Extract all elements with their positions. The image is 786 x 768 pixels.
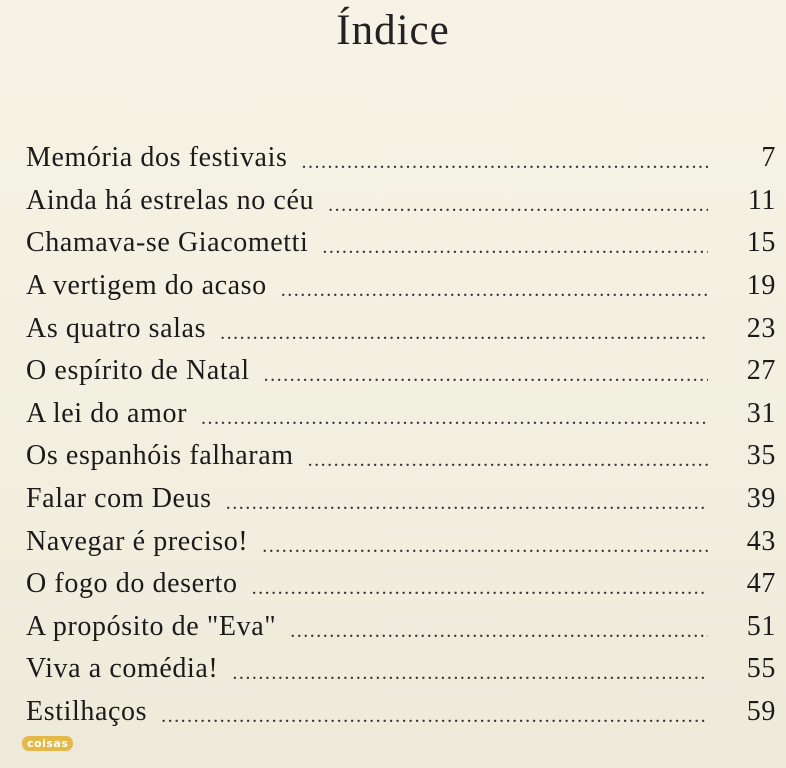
dot-leader xyxy=(262,528,708,556)
toc-entry-page: 7 xyxy=(761,142,776,174)
toc-entry xyxy=(26,137,778,180)
toc-entry xyxy=(26,307,778,350)
toc-entry-title: A vertigem do acaso xyxy=(26,270,267,302)
toc-entry xyxy=(26,648,778,691)
toc-entry-title: As quatro salas xyxy=(26,312,207,344)
toc-entry-page: 35 xyxy=(746,440,776,472)
toc-entry-page: 39 xyxy=(746,483,776,515)
toc-entry xyxy=(26,222,778,265)
toc-entry xyxy=(26,691,778,734)
dot-leader xyxy=(201,400,708,428)
toc-entry xyxy=(26,606,778,649)
toc-entry-page: 19 xyxy=(746,270,776,302)
toc-entry-title: Estilhaços xyxy=(26,696,148,728)
toc-entry-title: Chamava-se Giacometti xyxy=(26,227,309,259)
toc-entry-title: Viva a comédia! xyxy=(26,653,219,685)
dot-leader xyxy=(301,144,708,172)
toc-entry xyxy=(26,520,778,563)
dot-leader xyxy=(308,442,708,470)
toc-entry-page: 59 xyxy=(746,696,776,728)
dot-leader xyxy=(232,655,708,683)
toc-entry-page: 47 xyxy=(746,568,776,600)
toc-entry-title: Os espanhóis falharam xyxy=(26,440,294,472)
toc-entry-title: Memória dos festivais xyxy=(26,142,288,174)
dot-leader xyxy=(264,357,708,385)
toc-entry-title: O fogo do deserto xyxy=(26,568,238,600)
toc-entry xyxy=(26,265,778,308)
dot-leader xyxy=(281,272,708,300)
toc-entry-page: 31 xyxy=(746,397,776,429)
toc-entry xyxy=(26,350,778,393)
watermark-logo: coisas xyxy=(22,736,73,751)
toc-entry-title: Navegar é preciso! xyxy=(26,525,249,557)
table-of-contents xyxy=(26,137,778,733)
toc-entry-page: 55 xyxy=(746,653,776,685)
dot-leader xyxy=(290,613,708,641)
toc-entry-title: A lei do amor xyxy=(26,397,187,429)
dot-leader xyxy=(328,187,708,215)
toc-entry-page: 11 xyxy=(747,184,776,216)
toc-entry xyxy=(26,180,778,223)
toc-entry-page: 15 xyxy=(746,227,776,259)
dot-leader xyxy=(322,229,708,257)
toc-entry-page: 51 xyxy=(746,610,776,642)
toc-entry-page: 43 xyxy=(746,525,776,557)
toc-entry xyxy=(26,435,778,478)
dot-leader xyxy=(161,698,708,726)
page-title: Índice xyxy=(336,7,450,54)
toc-entry-title: A propósito de "Eva" xyxy=(26,610,277,642)
toc-entry xyxy=(26,563,778,606)
dot-leader xyxy=(226,485,708,513)
toc-entry-title: Ainda há estrelas no céu xyxy=(26,184,315,216)
toc-entry xyxy=(26,393,778,436)
toc-entry-title: O espírito de Natal xyxy=(26,355,250,387)
toc-entry-page: 27 xyxy=(746,355,776,387)
toc-entry xyxy=(26,478,778,521)
dot-leader xyxy=(252,570,708,598)
dot-leader xyxy=(220,315,708,343)
toc-entry-title: Falar com Deus xyxy=(26,483,212,515)
toc-entry-page: 23 xyxy=(746,312,776,344)
